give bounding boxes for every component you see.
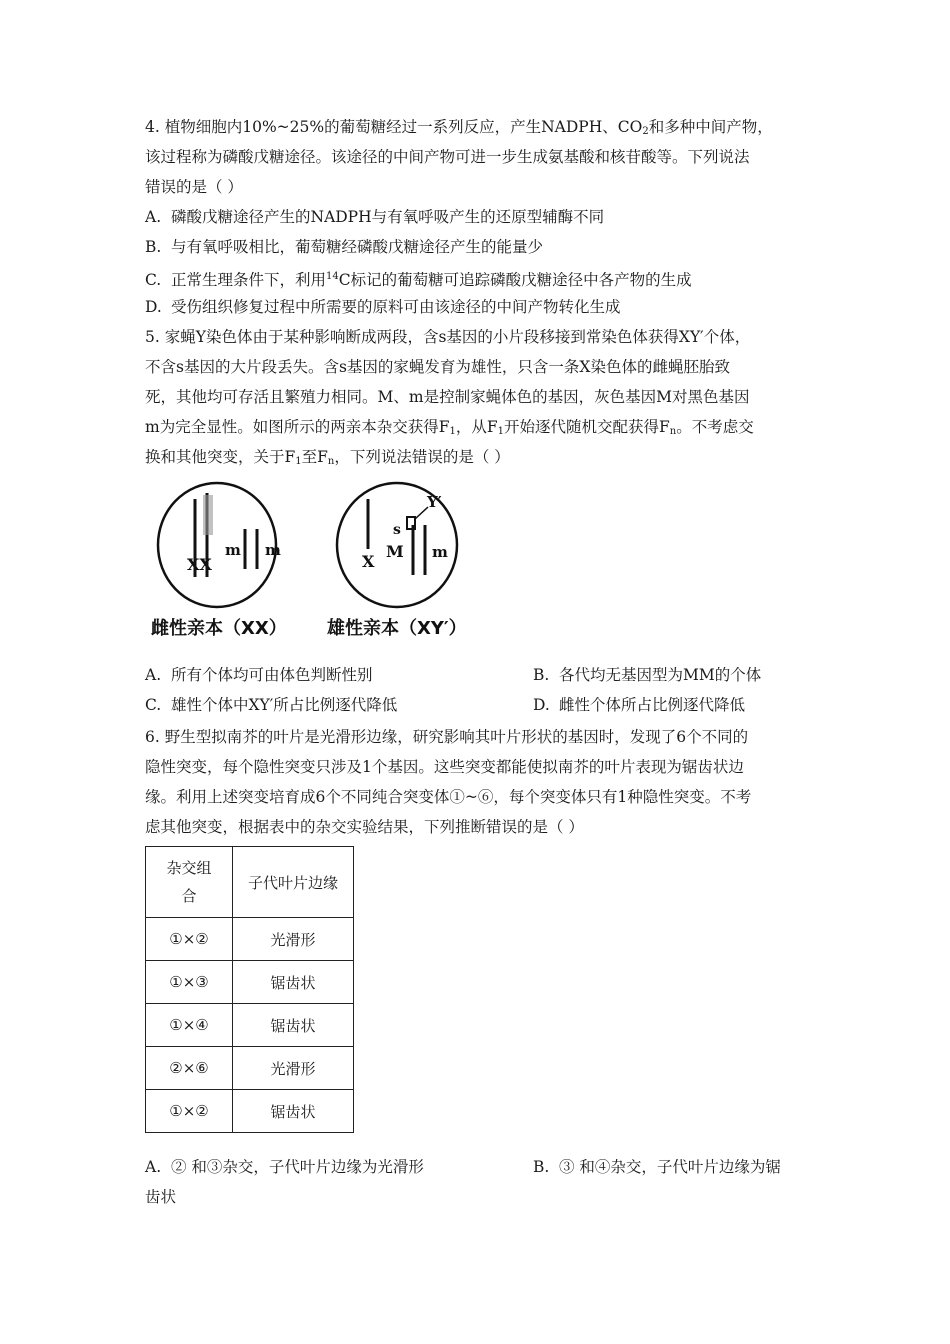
cross-cell: ②×⑥ [146,1047,233,1090]
female-cell [158,483,281,607]
q5-line-3: 死，其他均可存活且繁殖力相同。M、m是控制家蝇体色的基因，灰色基因M对黑色基因 [145,388,750,406]
header-cross-combination: 杂交组 合 [146,847,233,918]
q5-line-5: 换和其他突变，关于$F_1$至$F_n$，下列说法错误的是（ ） [145,448,510,467]
cross-results-table [145,846,354,1133]
q6-option-a: A. ② 和③杂交，子代叶片边缘为光滑形 [145,1158,424,1176]
table-row [146,918,354,961]
result-cell: 锯齿状 [233,1004,354,1047]
table-row [146,1004,354,1047]
q5-line-4: m为完全显性。如图所示的两亲本杂交获得$F_1$，从$F_1$开始逐代随机交配获得$F_n$。不考虑交 [145,418,754,437]
q4-line-2: 该过程称为磷酸戊糖途径。该途径的中间产物可进一步生成氨基酸和核苷酸等。下列说法 [145,148,750,166]
header-offspring-leaf-edge: 子代叶片边缘 [233,847,354,918]
cross-cell: ①×② [146,918,233,961]
cross-cell: ①×③ [146,961,233,1004]
table-row [146,961,354,1004]
q4-option-b: B. 与有氧呼吸相比，葡萄糖经磷酸戊糖途径产生的能量少 [145,238,544,256]
q5-line-1: 5. 家蝇Y染色体由于某种影响断成两段，含s基因的小片段移接到常染色体获得XY′个体， [145,328,751,346]
q6-line-2: 隐性突变，每个隐性突变只涉及1个基因。这些突变都能使拟南芥的叶片表现为锯齿状边 [145,758,744,776]
q4-option-d: D. 受伤组织修复过程中所需要的原料可由该途径的中间产物转化生成 [145,298,621,316]
q5-option-d: D. 雌性个体所占比例逐代降低 [533,696,746,714]
q6-option-b-continuation: 齿状 [145,1188,177,1206]
result-cell: 光滑形 [233,1047,354,1090]
q6-line-4: 虑其他突变，根据表中的杂交实验结果，下列推断错误的是（ ） [145,818,584,836]
q6-option-b: B. ③ 和④杂交，子代叶片边缘为锯 [533,1158,781,1176]
q6-line-1: 6. 野生型拟南芥的叶片是光滑形边缘，研究影响其叶片形状的基因时，发现了6个不同的 [145,728,749,746]
female-caption: 雌性亲本（XX） [151,618,287,639]
table-row [146,1047,354,1090]
result-cell: 锯齿状 [233,961,354,1004]
q4-option-c: C. 正常生理条件下，利用$^{14}$C标记的葡萄糖可追踪磷酸戊糖途径中各产物的生成 [145,271,692,289]
cross-cell: ①×④ [146,1004,233,1047]
table-header-row [146,847,354,918]
q5-option-b: B. 各代均无基因型为MM的个体 [533,666,762,684]
female-m-label-1: m [225,541,241,559]
male-y-label: Y′ [427,493,442,511]
q6-line-3: 缘。利用上述突变培育成6个不同纯合突变体①~⑥，每个突变体只有1种隐性突变。不考 [145,788,752,806]
male-m-label: m [432,543,448,561]
q5-option-c: C. 雄性个体中XY′所占比例逐代降低 [145,696,398,714]
q4-option-a: A. 磷酸戊糖途径产生的NADPH与有氧呼吸产生的还原型辅酶不同 [145,208,605,226]
chromosome-figure [145,477,485,642]
female-m-label-2: m [265,541,281,559]
table-row [146,1090,354,1133]
result-cell: 光滑形 [233,918,354,961]
q5-line-2: 不含s基因的大片段丢失。含s基因的家蝇发育为雄性，只含一条X染色体的雌蝇胚胎致 [145,358,730,376]
male-s-label: s [393,522,401,538]
q4-line-3: 错误的是（ ） [145,178,243,196]
male-cell [337,483,457,607]
cross-cell: ①×② [146,1090,233,1133]
female-xx-label: XX [187,555,212,574]
result-cell: 锯齿状 [233,1090,354,1133]
male-caption: 雄性亲本（XY′） [327,618,467,639]
q5-option-a: A. 所有个体均可由体色判断性别 [145,666,373,684]
q4-line-1: 4. 植物细胞内10%~25%的葡萄糖经过一系列反应，产生NADPH、$CO_2$和多种中间产物， [145,118,773,137]
male-M-label: M [386,542,404,561]
male-x-label: X [362,552,375,571]
female-x-shading [203,495,213,535]
